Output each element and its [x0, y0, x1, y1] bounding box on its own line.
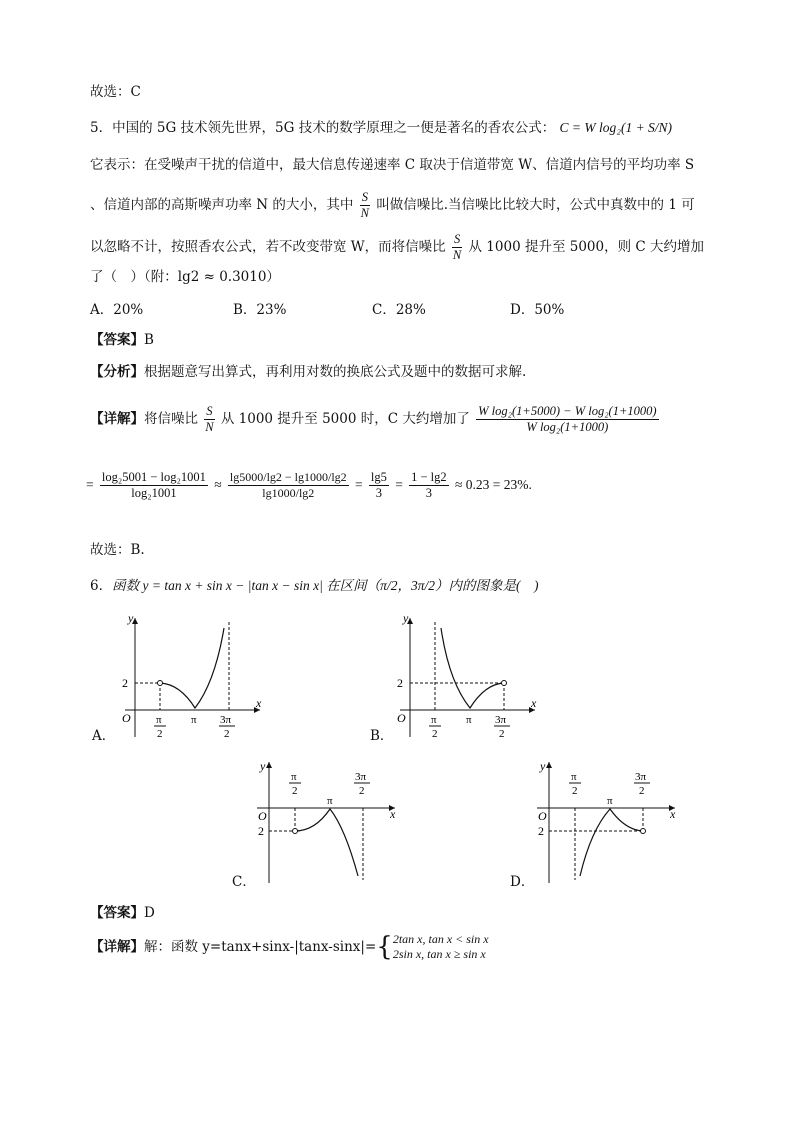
q5-option-c: C．28% [372, 302, 426, 318]
answer-tag: 【答案】 [90, 332, 144, 348]
q5-line4b: 从 1000 提升至 5000，则 C 大约增加 [468, 239, 705, 255]
svg-text:2: 2 [397, 676, 403, 690]
analysis-tag: 【分析】 [90, 364, 144, 380]
q6-answer-tag: 【答案】 [90, 905, 144, 921]
graph-b-label: B． [370, 728, 394, 744]
svg-text:x: x [390, 807, 396, 821]
snr-fraction-2: $\frac{S}{N}$ [452, 232, 462, 262]
q5-option-b: B．23% [233, 302, 287, 318]
q4-conclusion: 故选：C [90, 84, 141, 100]
q5-shannon-formula: C = W log₂(1 + S/N) [559, 120, 673, 135]
svg-text:3π: 3π [355, 771, 367, 783]
svg-text:π: π [327, 795, 333, 807]
svg-text:O: O [122, 711, 131, 725]
calc-fraction-4: $\frac{1 - \lg 2}{3}$ [411, 470, 447, 500]
svg-text:π: π [156, 714, 162, 726]
svg-text:O: O [397, 711, 406, 725]
q5-line3 [90, 190, 695, 221]
svg-text:y: y [128, 612, 134, 625]
svg-text:2: 2 [224, 728, 230, 740]
svg-text:y: y [540, 759, 546, 773]
svg-text:2: 2 [359, 785, 365, 797]
q5-option-a: A．20% [90, 302, 144, 318]
svg-text:π: π [291, 771, 297, 783]
q5-line5: 了（ ）（附：lg2 ≈ 0.3010） [90, 269, 280, 285]
answer-value: B [144, 332, 154, 348]
q5-option-d: D．50% [510, 302, 565, 318]
q5-line2: 它表示：在受噪声干扰的信道中，最大信息传递速率 C 取决于信道带宽 W、信道内信号的平均功率 S [90, 157, 695, 173]
calc-result: ≈ 0.23 = 23%. [454, 477, 532, 492]
q5-analysis [90, 362, 526, 382]
calc-num: log₂5001 − log₂1001 [101, 470, 206, 484]
svg-text:2: 2 [572, 785, 578, 797]
snr-fraction-3: $\frac{S}{N}$ [205, 404, 214, 434]
q6-detail-text: 解：函数 y=tanx+sinx-|tanx-sinx|= [144, 939, 377, 955]
q6-number: 6． [90, 578, 113, 594]
svg-text:π: π [466, 714, 472, 726]
piecewise-cases [393, 932, 489, 962]
q6-stem-text: 函数 y = tan x + sin x − |tan x − sin x| 在区间（π/2，3π/2）内的图象是( ) [112, 578, 539, 593]
svg-text:x: x [670, 807, 676, 821]
q6-detail-tag: 【详解】 [90, 939, 144, 955]
svg-text:2: 2 [499, 728, 505, 740]
svg-text:2: 2 [432, 728, 438, 740]
detail-tag: 【详解】 [90, 411, 144, 427]
svg-text:x: x [531, 696, 537, 710]
svg-text:2: 2 [258, 824, 264, 838]
detail-b: 从 1000 提升至 5000 时，C 大约增加了 [220, 411, 470, 427]
q5-detail [90, 404, 661, 435]
svg-text:π: π [571, 771, 577, 783]
analysis-text: 根据题意写出算式，再利用对数的换底公式及题中的数据可求解. [144, 364, 527, 380]
detail-a: 将信噪比 [144, 411, 198, 427]
graph-b [375, 612, 545, 742]
calc-fraction-1 [100, 470, 208, 501]
svg-text:x: x [256, 696, 262, 710]
svg-text:2: 2 [538, 824, 544, 838]
q6-answer-value: D [144, 905, 155, 921]
q5-line3a: 、信道内部的高斯噪声功率 N 的大小，其中 [90, 197, 354, 213]
increase-fraction [476, 404, 658, 435]
graph-a-label: A． [92, 728, 116, 744]
q6-detail: 【详解】解：函数 y=tanx+sinx-|tanx-sinx|={ 2tan x, tan x < sin x 2sin x, tan x ≥ sin x [90, 932, 489, 962]
q5-line1 [90, 118, 672, 138]
svg-text:2: 2 [157, 728, 163, 740]
graph-a [100, 612, 270, 742]
svg-text:3π: 3π [635, 771, 647, 783]
svg-text:y: y [260, 759, 266, 773]
case-2: 2sin x, tan x ≥ sin x [392, 947, 486, 961]
q6-answer [90, 903, 155, 923]
q5-line4a: 以忽略不计，按照香农公式，若不改变带宽 W，而将信噪比 [90, 239, 446, 255]
q5-conclusion: 故选：B. [90, 542, 145, 558]
case-1: 2tan x, tan x < sin x [392, 932, 489, 946]
graph-d-label: D． [510, 874, 535, 890]
q5-line3b: 叫做信噪比.当信噪比比较大时，公式中真数中的 1 可 [376, 197, 695, 213]
increase-numerator: W log₂(1+5000) − W log₂(1+1000) [478, 404, 657, 418]
graph-c [245, 758, 415, 888]
q5-answer [90, 330, 154, 350]
svg-text:2: 2 [122, 676, 128, 690]
svg-text:3π: 3π [220, 714, 232, 726]
svg-text:y: y [403, 612, 409, 625]
q5-line4 [90, 232, 704, 263]
calc-fraction-3: $\frac{\lg 5}{3}$ [370, 470, 387, 500]
svg-text:3π: 3π [495, 714, 507, 726]
graph-c-label: C． [232, 874, 256, 890]
q5-calculation: = $\frac{\text{log₂5001 − log₂1001}}{\text{log₂1001}}$ ≈ $\frac{\lg 5000/\lg 2 - \lg 1000/\lg 2}{\lg 1000/\lg 2}$ = $\frac{\lg 5}{3}$ = $\frac{1 - \lg 2}{3}$ ≈ 0.23 = 23%. [86, 470, 532, 500]
q5-line1-text: 中国的 5G 技术领先世界，5G 技术的数学原理之一便是著名的香农公式： [112, 120, 556, 136]
svg-text:2: 2 [639, 785, 645, 797]
increase-denominator: W log₂(1+1000) [526, 420, 609, 434]
q6-stem [90, 576, 538, 596]
graph-d [525, 758, 695, 888]
svg-text:O: O [258, 809, 267, 823]
svg-text:2: 2 [292, 785, 298, 797]
svg-text:O: O [538, 809, 547, 823]
calc-den: log₂1001 [131, 486, 177, 500]
calc-fraction-2: $\frac{\lg 5000/\lg 2 - \lg 1000/\lg 2}{\lg 1000/\lg 2}$ [229, 470, 347, 500]
svg-text:π: π [431, 714, 437, 726]
svg-text:π: π [191, 714, 197, 726]
q5-number: 5． [90, 120, 113, 136]
svg-text:π: π [607, 795, 613, 807]
snr-fraction: $\frac{S}{N}$ [360, 190, 369, 220]
